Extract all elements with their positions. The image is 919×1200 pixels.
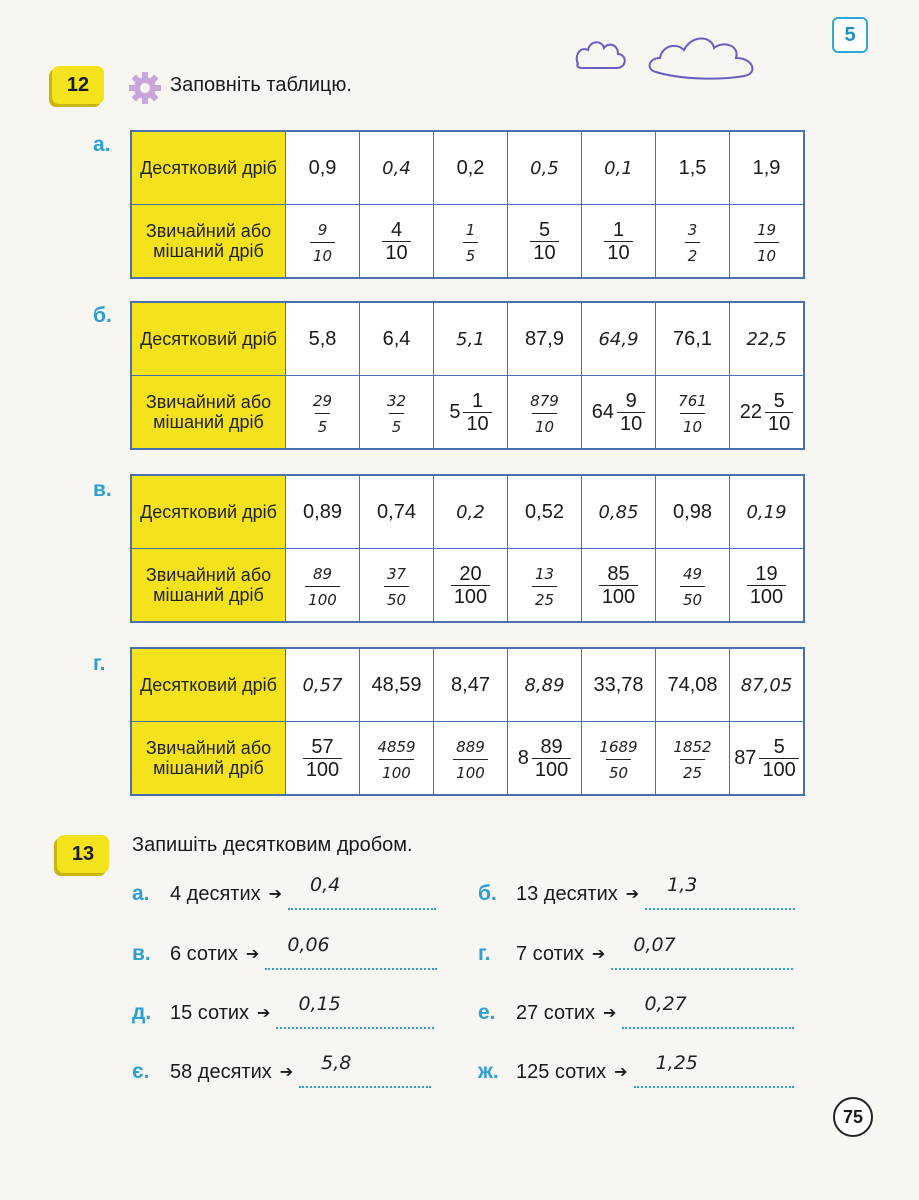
- fraction: [463, 221, 479, 265]
- gear-icon: [127, 70, 163, 106]
- fraction-whole: 22: [739, 400, 762, 423]
- printed-fraction: [740, 390, 794, 435]
- exercise-letter: б.: [478, 882, 497, 905]
- fraction-cell[interactable]: [508, 376, 582, 450]
- exercise-item: [478, 1052, 794, 1088]
- page-number: 75: [833, 1097, 873, 1137]
- fraction-cell[interactable]: [286, 205, 360, 279]
- decimal-cell[interactable]: [730, 475, 805, 549]
- fraction-cell[interactable]: [286, 376, 360, 450]
- printed-decimal: 5,8: [308, 327, 337, 350]
- printed-fraction: [303, 736, 342, 781]
- fraction-cell[interactable]: [730, 376, 805, 450]
- task-12-title: Заповніть таблицю.: [170, 74, 352, 96]
- handwritten-fraction: [374, 738, 418, 782]
- fraction: [604, 219, 632, 264]
- decimal-cell[interactable]: [434, 302, 508, 376]
- fraction-denominator: 10: [530, 241, 558, 264]
- decimal-row: [131, 475, 804, 549]
- handwritten-fraction: [532, 565, 557, 609]
- fraction-denominator: 10: [765, 412, 793, 435]
- handwritten-decimal: 0,4: [382, 157, 411, 179]
- fraction: [310, 392, 335, 436]
- arrow-right-icon: ➔: [279, 1064, 294, 1081]
- exercise-letter: д.: [132, 1001, 152, 1024]
- handwritten-answer: 0,06: [287, 934, 330, 956]
- decimal-cell[interactable]: [730, 648, 805, 722]
- printed-decimal: 0,98: [673, 500, 712, 523]
- answer-field[interactable]: [611, 934, 793, 970]
- handwritten-fraction: [310, 392, 335, 436]
- handwritten-fraction: [527, 392, 562, 436]
- handwritten-decimal: 0,5: [530, 157, 559, 179]
- row-header-fraction: Звичайний або мішаний дріб: [131, 205, 286, 279]
- fraction-denominator: 10: [310, 242, 335, 265]
- fraction: [670, 738, 714, 782]
- handwritten-answer: 0,15: [298, 993, 341, 1015]
- decimal-cell[interactable]: [730, 131, 805, 205]
- fraction: [310, 221, 335, 265]
- decimal-cell[interactable]: [360, 475, 434, 549]
- decimal-row: [131, 648, 804, 722]
- exercise-text: 15 сотих: [170, 1001, 250, 1024]
- fraction-denominator: 25: [532, 586, 557, 609]
- exercise-letter: а.: [132, 882, 150, 905]
- task-12-number: 12: [52, 66, 104, 104]
- decimal-cell[interactable]: [286, 475, 360, 549]
- fraction-cell[interactable]: [582, 722, 656, 796]
- fraction: [384, 392, 409, 436]
- fraction-cell[interactable]: [360, 722, 434, 796]
- fraction: [747, 563, 786, 608]
- fraction-numerator: 57: [311, 735, 334, 758]
- handwritten-decimal: 0,85: [598, 501, 639, 523]
- fraction-numerator: 29: [312, 391, 333, 410]
- fraction: [527, 392, 562, 436]
- fraction-cell[interactable]: [360, 549, 434, 623]
- fraction-numerator: 889: [456, 737, 485, 756]
- fraction-cell[interactable]: [582, 205, 656, 279]
- handwritten-decimal: 0,1: [604, 157, 633, 179]
- answer-field[interactable]: [634, 1052, 794, 1088]
- answer-field[interactable]: [299, 1052, 431, 1088]
- printed-decimal: 8,47: [451, 673, 490, 696]
- decimal-cell[interactable]: [508, 302, 582, 376]
- fraction-denominator: 5: [463, 242, 479, 265]
- fraction-numerator: 9: [317, 220, 328, 239]
- decimal-cell[interactable]: [582, 131, 656, 205]
- fraction-numerator: 5: [773, 389, 785, 412]
- fraction-numerator: 20: [459, 562, 482, 585]
- fraction-denominator: 100: [303, 758, 342, 781]
- table-letter: в.: [93, 478, 112, 501]
- row-header-fraction: Звичайний або мішаний дріб: [131, 549, 286, 623]
- arrow-right-icon: ➔: [268, 886, 283, 903]
- fraction: [451, 563, 490, 608]
- decimal-cell[interactable]: [434, 648, 508, 722]
- fraction-cell[interactable]: [730, 549, 805, 623]
- handwritten-decimal: 5,1: [456, 328, 485, 350]
- fraction-whole: 5: [449, 400, 461, 423]
- exercise-text: 27 сотих: [516, 1001, 596, 1024]
- printed-fraction: [604, 219, 632, 264]
- fraction-cell[interactable]: [286, 722, 360, 796]
- fraction-row: [131, 549, 804, 623]
- fraction-denominator: 100: [305, 586, 340, 609]
- arrow-right-icon: ➔: [603, 1005, 617, 1022]
- handwritten-answer: 0,07: [633, 934, 676, 956]
- fraction-numerator: 1689: [599, 737, 638, 756]
- decimal-row: [131, 131, 804, 205]
- fraction: [453, 738, 488, 782]
- decimal-cell[interactable]: [508, 475, 582, 549]
- exercise-item: [478, 874, 795, 910]
- fraction-numerator: 32: [386, 391, 407, 410]
- decimal-cell[interactable]: [508, 131, 582, 205]
- clouds-doodle: [572, 26, 767, 86]
- fraction-numerator: 37: [386, 564, 407, 583]
- printed-decimal: 0,2: [456, 156, 485, 179]
- exercise-letter: в.: [132, 942, 151, 965]
- fraction-numerator: 3: [687, 220, 698, 239]
- fraction: [374, 738, 418, 782]
- decimal-cell[interactable]: [286, 302, 360, 376]
- fraction-cell[interactable]: [656, 549, 730, 623]
- decimal-cell[interactable]: [434, 131, 508, 205]
- fraction-cell[interactable]: [582, 376, 656, 450]
- handwritten-decimal: 8,89: [524, 674, 565, 696]
- fraction-denominator: 50: [680, 586, 705, 609]
- fraction-cell[interactable]: [508, 549, 582, 623]
- handwritten-decimal: 0,57: [302, 674, 343, 696]
- handwritten-fraction: [685, 221, 701, 265]
- fraction-cell[interactable]: [730, 722, 805, 796]
- fraction: [382, 219, 410, 264]
- exercise-letter: є.: [132, 1060, 150, 1083]
- fraction: [685, 221, 701, 265]
- fraction-whole: 87: [734, 746, 757, 769]
- printed-fraction: [451, 563, 490, 608]
- fraction: [599, 563, 638, 608]
- arrow-right-icon: ➔: [257, 1005, 271, 1022]
- row-header-decimal: Десятковий дріб: [131, 131, 286, 205]
- fraction-row: [131, 376, 804, 450]
- printed-decimal: 74,08: [667, 673, 718, 696]
- fraction: [675, 392, 710, 436]
- fraction-denominator: 100: [759, 758, 798, 781]
- exercise-text: 7 сотих: [516, 942, 584, 965]
- handwritten-decimal: 87,05: [740, 674, 793, 696]
- fraction-row: [131, 205, 804, 279]
- row-header-decimal: Десятковий дріб: [131, 648, 286, 722]
- decimal-cell[interactable]: [582, 475, 656, 549]
- fraction: [617, 390, 645, 435]
- task-13-title: Запишіть десятковим дробом.: [132, 834, 413, 856]
- printed-decimal: 1,9: [752, 156, 781, 179]
- printed-decimal: 6,4: [382, 327, 411, 350]
- decimal-cell[interactable]: [286, 131, 360, 205]
- fraction-cell[interactable]: [508, 205, 582, 279]
- answer-field[interactable]: [288, 874, 436, 910]
- fraction-numerator: 89: [540, 735, 563, 758]
- row-header-decimal: Десятковий дріб: [131, 302, 286, 376]
- decimal-cell[interactable]: [434, 475, 508, 549]
- fraction: [765, 390, 793, 435]
- exercise-item: [132, 874, 436, 910]
- fraction-whole: 8: [517, 746, 529, 769]
- fraction: [303, 736, 342, 781]
- decimal-cell[interactable]: [582, 302, 656, 376]
- printed-decimal: 87,9: [525, 327, 564, 350]
- handwritten-fraction: [310, 221, 335, 265]
- handwritten-answer: 0,4: [310, 874, 341, 896]
- exercise-item: [132, 993, 434, 1029]
- fraction-denominator: 50: [606, 759, 631, 782]
- fraction-table: [130, 130, 805, 279]
- answer-field[interactable]: [265, 934, 437, 970]
- fraction-numerator: 13: [534, 564, 555, 583]
- fraction-cell[interactable]: [656, 205, 730, 279]
- fraction: [596, 738, 640, 782]
- fraction-cell[interactable]: [360, 205, 434, 279]
- fraction-denominator: 2: [685, 242, 701, 265]
- printed-fraction: [734, 736, 799, 781]
- handwritten-fraction: [305, 565, 340, 609]
- fraction-table: [130, 474, 805, 623]
- fraction-numerator: 4: [390, 218, 403, 241]
- decimal-cell[interactable]: [508, 648, 582, 722]
- fraction: [384, 565, 409, 609]
- table-letter: б.: [93, 304, 112, 327]
- handwritten-answer: 0,27: [644, 993, 687, 1015]
- fraction-denominator: 100: [451, 585, 490, 608]
- handwritten-decimal: 0,2: [456, 501, 485, 523]
- fraction-denominator: 50: [384, 586, 409, 609]
- fraction-cell[interactable]: [582, 549, 656, 623]
- fraction-numerator: 9: [625, 389, 637, 412]
- handwritten-fraction: [680, 565, 705, 609]
- decimal-cell[interactable]: [286, 648, 360, 722]
- fraction-numerator: 1: [472, 389, 484, 412]
- printed-fraction: [599, 563, 638, 608]
- row-header-fraction: Звичайний або мішаний дріб: [131, 376, 286, 450]
- decimal-cell[interactable]: [360, 131, 434, 205]
- table-letter: г.: [93, 652, 106, 675]
- fraction-denominator: 10: [604, 241, 632, 264]
- fraction-denominator: 10: [463, 412, 491, 435]
- fraction-cell[interactable]: [360, 376, 434, 450]
- fraction-cell[interactable]: [656, 722, 730, 796]
- decimal-cell[interactable]: [730, 302, 805, 376]
- printed-fraction: [592, 390, 646, 435]
- fraction-denominator: 10: [680, 413, 705, 436]
- exercise-letter: ж.: [478, 1060, 499, 1083]
- handwritten-fraction: [596, 738, 640, 782]
- printed-decimal: 0,74: [377, 500, 416, 523]
- fraction-numerator: 85: [607, 562, 630, 585]
- table-letter: а.: [93, 133, 111, 156]
- fraction-cell[interactable]: [508, 722, 582, 796]
- printed-decimal: 76,1: [673, 327, 712, 350]
- arrow-right-icon: ➔: [614, 1064, 628, 1081]
- fraction-denominator: 100: [599, 585, 638, 608]
- fraction-denominator: 10: [382, 241, 410, 264]
- fraction: [463, 390, 491, 435]
- fraction-numerator: 5: [773, 735, 785, 758]
- fraction-numerator: 761: [678, 391, 707, 410]
- printed-fraction: [747, 563, 786, 608]
- handwritten-fraction: [670, 738, 714, 782]
- handwritten-fraction: [453, 738, 488, 782]
- fraction-denominator: 10: [617, 412, 645, 435]
- chapter-badge: 5: [832, 17, 868, 53]
- task-13-number: 13: [57, 835, 109, 873]
- printed-fraction: [518, 736, 572, 781]
- decimal-cell[interactable]: [656, 475, 730, 549]
- handwritten-decimal: 0,19: [746, 501, 787, 523]
- fraction-numerator: 49: [682, 564, 703, 583]
- printed-fraction: [449, 390, 491, 435]
- printed-fraction: [382, 219, 410, 264]
- decimal-cell[interactable]: [656, 302, 730, 376]
- arrow-right-icon: ➔: [591, 946, 606, 963]
- fraction-numerator: 19: [755, 562, 778, 585]
- fraction-numerator: 1: [465, 220, 476, 239]
- fraction-denominator: 10: [754, 242, 779, 265]
- handwritten-answer: 1,25: [655, 1052, 698, 1074]
- printed-decimal: 48,59: [371, 673, 422, 696]
- printed-decimal: 0,89: [303, 500, 342, 523]
- fraction: [530, 219, 558, 264]
- handwritten-fraction: [754, 221, 779, 265]
- fraction: [305, 565, 340, 609]
- answer-field[interactable]: [276, 993, 434, 1029]
- fraction-numerator: 1852: [673, 737, 712, 756]
- printed-decimal: 1,5: [678, 156, 707, 179]
- exercise-text: 58 десятих: [170, 1060, 272, 1083]
- fraction-denominator: 100: [532, 758, 571, 781]
- fraction-numerator: 879: [530, 391, 559, 410]
- arrow-right-icon: ➔: [625, 886, 640, 903]
- row-header-fraction: Звичайний або мішаний дріб: [131, 722, 286, 796]
- fraction-row: [131, 722, 804, 796]
- exercise-text: 13 десятих: [516, 882, 618, 905]
- fraction-denominator: 10: [532, 413, 557, 436]
- printed-decimal: 33,78: [593, 673, 644, 696]
- decimal-cell[interactable]: [582, 648, 656, 722]
- fraction-cell[interactable]: [434, 722, 508, 796]
- handwritten-fraction: [384, 392, 409, 436]
- exercise-text: 6 сотих: [170, 942, 238, 965]
- fraction-denominator: 5: [389, 413, 405, 436]
- fraction-numerator: 19: [756, 220, 777, 239]
- printed-fraction: [530, 219, 558, 264]
- fraction: [532, 565, 557, 609]
- decimal-cell[interactable]: [360, 302, 434, 376]
- fraction-numerator: 89: [312, 564, 333, 583]
- exercise-item: [478, 934, 793, 970]
- fraction: [759, 736, 798, 781]
- exercise-text: 125 сотих: [516, 1060, 607, 1083]
- exercise-letter: г.: [478, 942, 491, 965]
- exercise-letter: е.: [478, 1001, 496, 1024]
- fraction-cell[interactable]: [434, 376, 508, 450]
- fraction-numerator: 5: [538, 218, 551, 241]
- decimal-cell[interactable]: [360, 648, 434, 722]
- fraction-denominator: 100: [453, 759, 488, 782]
- fraction-denominator: 25: [680, 759, 705, 782]
- handwritten-fraction: [463, 221, 479, 265]
- handwritten-answer: 1,3: [667, 874, 698, 896]
- handwritten-fraction: [384, 565, 409, 609]
- fraction-numerator: 1: [612, 218, 625, 241]
- exercise-item: [132, 934, 437, 970]
- decimal-cell[interactable]: [656, 648, 730, 722]
- fraction-denominator: 100: [747, 585, 786, 608]
- exercise-item: [478, 993, 794, 1029]
- handwritten-answer: 5,8: [321, 1052, 352, 1074]
- fraction: [532, 736, 571, 781]
- decimal-cell[interactable]: [656, 131, 730, 205]
- fraction-table: [130, 301, 805, 450]
- handwritten-decimal: 22,5: [746, 328, 787, 350]
- answer-field[interactable]: [645, 874, 795, 910]
- fraction-whole: 64: [591, 400, 614, 423]
- row-header-decimal: Десятковий дріб: [131, 475, 286, 549]
- fraction-numerator: 4859: [377, 737, 416, 756]
- fraction-denominator: 5: [315, 413, 331, 436]
- handwritten-decimal: 64,9: [598, 328, 639, 350]
- fraction-cell[interactable]: [730, 205, 805, 279]
- fraction-cell[interactable]: [656, 376, 730, 450]
- fraction-denominator: 100: [379, 759, 414, 782]
- fraction-table: [130, 647, 805, 796]
- answer-field[interactable]: [622, 993, 794, 1029]
- exercise-text: 4 десятих: [170, 882, 261, 905]
- fraction-cell[interactable]: [434, 205, 508, 279]
- exercise-item: [132, 1052, 431, 1088]
- handwritten-fraction: [675, 392, 710, 436]
- printed-decimal: 0,52: [525, 500, 564, 523]
- fraction: [680, 565, 705, 609]
- arrow-right-icon: ➔: [245, 946, 260, 963]
- printed-decimal: 0,9: [308, 156, 337, 179]
- fraction-cell[interactable]: [286, 549, 360, 623]
- decimal-row: [131, 302, 804, 376]
- fraction-cell[interactable]: [434, 549, 508, 623]
- fraction: [754, 221, 779, 265]
